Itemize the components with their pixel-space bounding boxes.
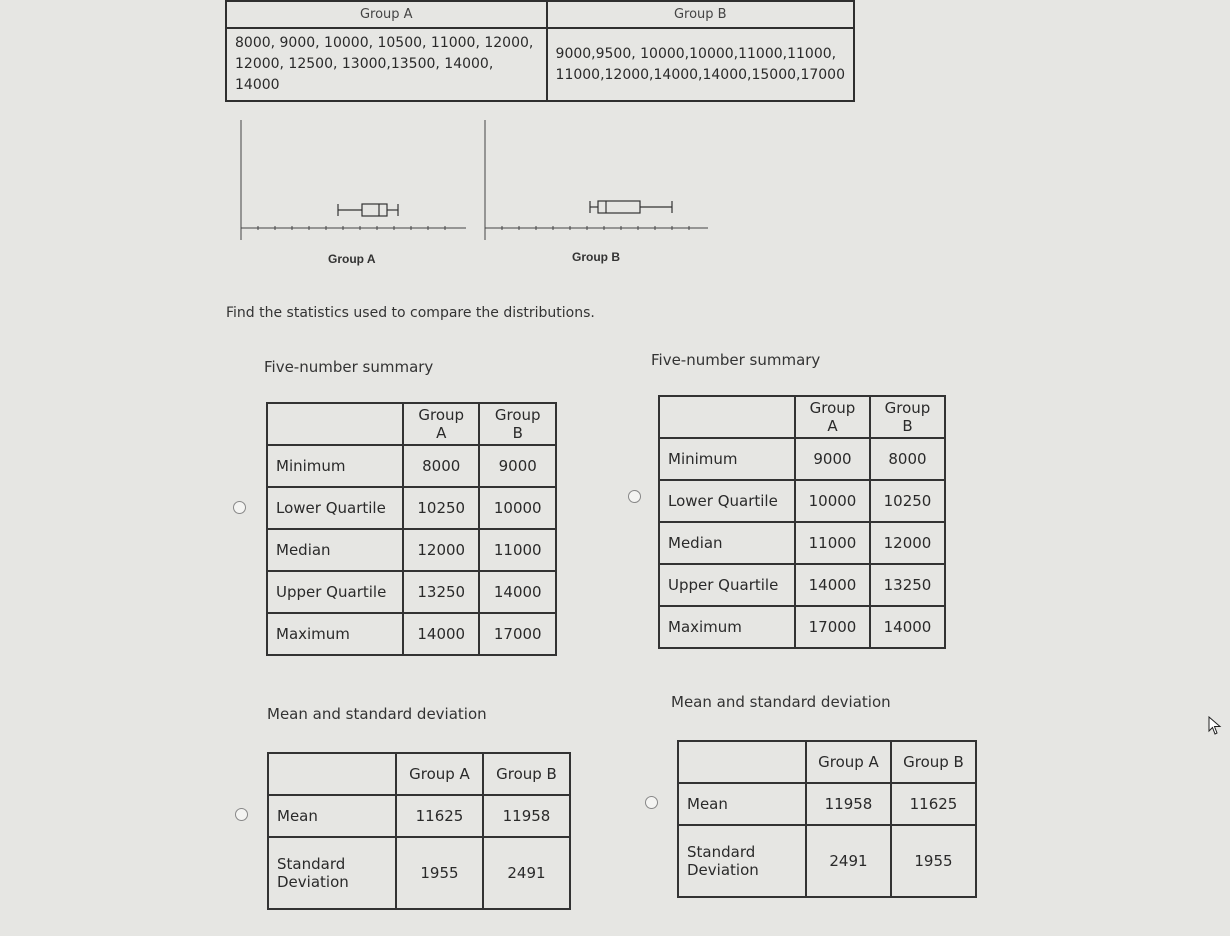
box-plot-group-b: [482, 118, 712, 243]
header-group-a: Group A: [403, 403, 479, 445]
header-group-b: Group B: [891, 741, 976, 783]
five-number-option-2-table[interactable]: Group A Group B Minimum 9000 8000 Lower Quartile 10000 10250 Median 11000 12000 Upper Quartile 14000 13250 Maximum 17000 14000: [658, 395, 946, 649]
five-number-label-left: Five-number summary: [264, 358, 434, 376]
plot-label-group-a: Group A: [328, 252, 376, 266]
row-label: Maximum: [267, 613, 403, 655]
mean-sd-option-2-table[interactable]: Group A Group B Mean 11958 11625 Standard Deviation 2491 1955: [677, 740, 977, 898]
mouse-pointer-icon: [1208, 716, 1222, 740]
row-label: Median: [267, 529, 403, 571]
plot-label-group-b: Group B: [572, 250, 620, 264]
header-group-a: Group A: [795, 396, 870, 438]
row-label-mean: Mean: [268, 795, 396, 837]
row-label: Lower Quartile: [267, 487, 403, 529]
mean-sd-label-right: Mean and standard deviation: [671, 693, 891, 711]
mean-sd-option-1-radio[interactable]: [235, 808, 248, 821]
box-plot-group-a: [238, 118, 468, 243]
row-label: Upper Quartile: [659, 564, 795, 606]
row-label: Median: [659, 522, 795, 564]
row-label: Upper Quartile: [267, 571, 403, 613]
header-group-a: Group A: [806, 741, 891, 783]
group-b-values: 9000,9500, 10000,10000,11000,11000, 11000,12000,14000,14000,15000,17000: [547, 28, 854, 101]
header-group-b: Group B: [870, 396, 945, 438]
five-number-option-1-radio[interactable]: [233, 501, 246, 514]
mean-sd-option-1-table[interactable]: Group A Group B Mean 11625 11958 Standard Deviation 1955 2491: [267, 752, 571, 910]
row-label-mean: Mean: [678, 783, 806, 825]
data-header-group-b: Group B: [547, 1, 854, 28]
row-label: Lower Quartile: [659, 480, 795, 522]
header-group-a: Group A: [396, 753, 483, 795]
five-number-option-2-radio[interactable]: [628, 490, 641, 503]
question-prompt: Find the statistics used to compare the distributions.: [226, 305, 595, 321]
data-table: [225, 0, 855, 102]
row-label: Minimum: [267, 445, 403, 487]
header-group-b: Group B: [483, 753, 570, 795]
row-label-sd: Standard Deviation: [268, 837, 396, 909]
mean-sd-label-left: Mean and standard deviation: [267, 705, 487, 723]
mean-sd-option-2-radio[interactable]: [645, 796, 658, 809]
data-header-group-a: Group A: [226, 1, 547, 28]
row-label: Maximum: [659, 606, 795, 648]
five-number-option-1-table[interactable]: Group A Group B Minimum 8000 9000 Lower Quartile 10250 10000 Median 12000 11000 Upper Quartile 13250 14000 Maximum 14000 17000: [266, 402, 557, 656]
row-label: Minimum: [659, 438, 795, 480]
header-group-b: Group B: [479, 403, 556, 445]
group-a-values: 8000, 9000, 10000, 10500, 11000, 12000, 12000, 12500, 13000,13500, 14000, 14000: [226, 28, 547, 101]
row-label-sd: Standard Deviation: [678, 825, 806, 897]
five-number-label-right: Five-number summary: [651, 351, 821, 369]
